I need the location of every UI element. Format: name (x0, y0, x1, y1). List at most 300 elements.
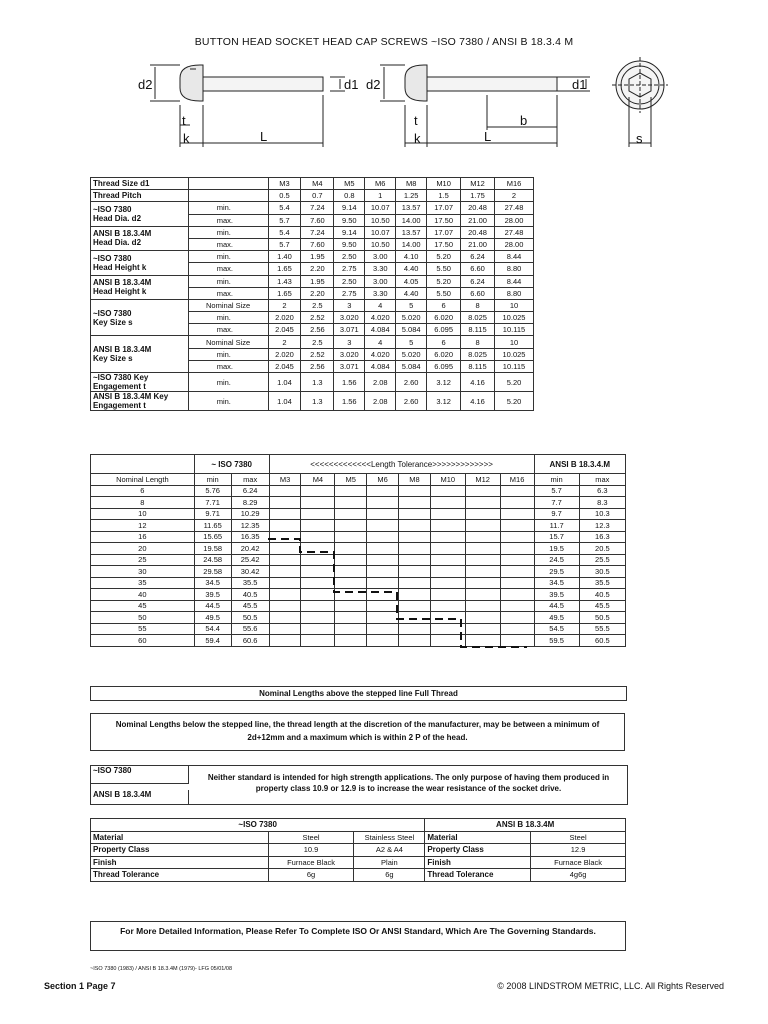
length-cell: 45 (91, 600, 195, 612)
spec-cell: 5.20 (427, 275, 461, 287)
stepped-line-note: Nominal Lengths below the stepped line, the thread length at the discretion of the manufacturer, may be between a minimum of 2d+12mm and a maximum which is within 2 P of the head. (90, 713, 625, 751)
spec-cell: 2 (268, 336, 301, 348)
spec-cell: 2.52 (301, 312, 334, 324)
materials-iso-steel: Steel (268, 831, 354, 844)
spec-cell: 0.8 (334, 190, 365, 202)
spec-cell: 7.60 (301, 214, 334, 226)
spec-sub-label: min. (188, 392, 268, 411)
length-cell: 5.7 (534, 485, 579, 497)
length-header-blank (91, 455, 195, 474)
spec-row-label-line: ANSI B 18.3.4M (93, 345, 152, 355)
spec-cell: 5.50 (427, 287, 461, 299)
spec-cell: 8.80 (495, 287, 534, 299)
spec-cell: 5.4 (268, 226, 301, 238)
spec-cell: 2.020 (268, 348, 301, 360)
length-tolerance-cell (399, 508, 431, 520)
length-tolerance-cell (430, 508, 465, 520)
spec-cell: 17.50 (427, 214, 461, 226)
materials-iso-steel: 10.9 (268, 844, 354, 857)
spec-cell: 7.24 (301, 226, 334, 238)
length-cell: 44.5 (534, 600, 579, 612)
spec-row (91, 251, 534, 263)
spec-cell: 2.5 (301, 336, 334, 348)
length-cell: 6.3 (579, 485, 625, 497)
spec-cell: 3.00 (365, 275, 396, 287)
spec-cell: 6.24 (461, 275, 495, 287)
materials-ansi-label: Property Class (425, 844, 531, 857)
page-number: Section 1 Page 7 (44, 981, 116, 991)
length-tolerance-cell (399, 589, 431, 601)
length-tolerance-cell (367, 508, 399, 520)
spec-row-label-line: ~ISO 7380 (93, 308, 132, 318)
length-tolerance-cell (367, 600, 399, 612)
length-tolerance-cell (269, 600, 301, 612)
length-cell: 19.5 (534, 543, 579, 555)
spec-cell: 0.7 (301, 190, 334, 202)
spec-header-cell: M16 (495, 178, 534, 190)
spec-cell: 17.50 (427, 238, 461, 250)
materials-table (90, 818, 626, 882)
spec-sub-label (188, 190, 268, 202)
length-tolerance-cell (430, 543, 465, 555)
length-cell: 49.5 (194, 612, 231, 624)
spec-cell: 8.025 (461, 348, 495, 360)
materials-ansi-value: Furnace Black (531, 856, 626, 869)
strength-box (90, 765, 628, 805)
spec-cell: 3.00 (365, 251, 396, 263)
length-cell: 35.5 (579, 577, 625, 589)
length-cell: 40.5 (579, 589, 625, 601)
spec-row (91, 336, 534, 348)
spec-cell: 5 (396, 336, 427, 348)
spec-sub-label: min. (188, 312, 268, 324)
materials-row (91, 844, 626, 857)
spec-cell: 1.43 (268, 275, 301, 287)
spec-cell: 5.7 (268, 214, 301, 226)
length-cell: 9.71 (194, 508, 231, 520)
length-cell: 40.5 (231, 589, 269, 601)
spec-cell: 8.025 (461, 312, 495, 324)
length-row (91, 554, 626, 566)
length-tolerance-cell (500, 485, 534, 497)
length-cell: 6.24 (231, 485, 269, 497)
length-cell: 11.65 (194, 520, 231, 532)
length-cell: 7.7 (534, 497, 579, 509)
length-tolerance-cell (335, 497, 367, 509)
spec-row (91, 275, 534, 287)
length-tolerance-cell (335, 485, 367, 497)
spec-cell: 20.48 (461, 202, 495, 214)
spec-cell: 4.084 (365, 324, 396, 336)
spec-sub-label: min. (188, 202, 268, 214)
label-d2-2: d2 (366, 77, 381, 92)
length-subheader-cell: min (194, 474, 231, 486)
spec-row-label-line: Key Size s (93, 354, 133, 364)
spec-cell: 5.084 (396, 360, 427, 372)
spec-row-label (91, 202, 189, 226)
label-d1: d1 (344, 77, 359, 92)
spec-cell: 4.084 (365, 360, 396, 372)
length-subheader-cell: max (231, 474, 269, 486)
spec-header-cell: Thread Size d1 (91, 178, 189, 190)
full-thread-note: Nominal Lengths above the stepped line Full Thread (90, 686, 627, 701)
spec-cell: 2.50 (334, 275, 365, 287)
length-tolerance-cell (335, 566, 367, 578)
length-cell: 8.3 (579, 497, 625, 509)
length-cell: 55.6 (231, 623, 269, 635)
spec-cell: 1.25 (396, 190, 427, 202)
label-t: t (182, 113, 186, 128)
materials-ansi-value: 12.9 (531, 844, 626, 857)
spec-header-cell: M10 (427, 178, 461, 190)
materials-label: Material (91, 831, 269, 844)
length-tolerance-cell (500, 600, 534, 612)
length-tolerance-cell (367, 531, 399, 543)
spec-cell: 3.071 (334, 324, 365, 336)
length-tolerance-cell (500, 635, 534, 647)
spec-cell: 0.5 (268, 190, 301, 202)
length-tolerance-cell (430, 485, 465, 497)
spec-row-label-line: Head Height k (93, 262, 147, 272)
spec-row-label (91, 299, 189, 336)
length-tolerance-cell (465, 543, 500, 555)
length-cell: 49.5 (534, 612, 579, 624)
spec-row-label (91, 392, 189, 411)
spec-cell: 8.44 (495, 251, 534, 263)
length-subheader-cell: M5 (335, 474, 367, 486)
length-tolerance-cell (301, 485, 335, 497)
spec-cell: 2.045 (268, 360, 301, 372)
spec-cell: 5.084 (396, 324, 427, 336)
length-tolerance-cell (301, 612, 335, 624)
spec-cell: 28.00 (495, 214, 534, 226)
spec-cell: 8 (461, 299, 495, 311)
length-tolerance-cell (269, 485, 301, 497)
spec-sub-label: min. (188, 251, 268, 263)
length-tolerance-cell (269, 612, 301, 624)
length-tolerance-cell (465, 600, 500, 612)
spec-cell: 1.04 (268, 373, 301, 392)
length-subheader-row (91, 474, 626, 486)
strength-text: Neither standard is intended for high strength applications. The only purpose of having them produced in property class 10.9 or 12.9 is to increase the wear resistance of the socket drive. (207, 773, 610, 793)
spec-cell: 13.57 (396, 202, 427, 214)
length-subheader-cell: M12 (465, 474, 500, 486)
length-cell: 7.71 (194, 497, 231, 509)
spec-cell: 10 (495, 336, 534, 348)
materials-iso-stainless: A2 & A4 (354, 844, 425, 857)
length-cell: 10 (91, 508, 195, 520)
length-tolerance-cell (367, 635, 399, 647)
length-tolerance-cell (399, 531, 431, 543)
spec-cell: 8.115 (461, 360, 495, 372)
spec-cell: 1.75 (461, 190, 495, 202)
spec-cell: 10.07 (365, 226, 396, 238)
spec-header-cell (188, 178, 268, 190)
length-cell: 24.58 (194, 554, 231, 566)
length-tolerance-cell (465, 485, 500, 497)
materials-header-iso: ~ISO 7380 (91, 819, 425, 832)
spec-row-label-line: ANSI B 18.3.4M (93, 278, 152, 288)
length-tolerance-cell (430, 612, 465, 624)
length-tolerance-cell (301, 635, 335, 647)
spec-row-label-line: ANSI B 18.3.4M Key (93, 392, 169, 401)
spec-cell: 27.48 (495, 226, 534, 238)
spec-cell: 28.00 (495, 238, 534, 250)
length-subheader-cell: min (534, 474, 579, 486)
length-cell: 34.5 (534, 577, 579, 589)
spec-cell: 10.50 (365, 238, 396, 250)
length-cell: 5.76 (194, 485, 231, 497)
length-subheader-cell: M10 (430, 474, 465, 486)
spec-sub-label: max. (188, 214, 268, 226)
spec-sub-label: min. (188, 275, 268, 287)
length-cell: 10.29 (231, 508, 269, 520)
spec-row-label-line: Head Dia. d2 (93, 214, 142, 224)
length-tolerance-cell (367, 612, 399, 624)
spec-header-cell: M8 (396, 178, 427, 190)
spec-cell: 2.60 (396, 373, 427, 392)
spec-cell: 7.24 (301, 202, 334, 214)
spec-cell: 1.40 (268, 251, 301, 263)
spec-cell: 1.3 (301, 392, 334, 411)
spec-cell: 2.52 (301, 348, 334, 360)
length-tolerance-cell (500, 520, 534, 532)
length-tolerance-cell (367, 554, 399, 566)
spec-cell: 2.56 (301, 324, 334, 336)
length-tolerance-cell (399, 485, 431, 497)
spec-cell: 1.65 (268, 287, 301, 299)
spec-cell: 21.00 (461, 214, 495, 226)
length-cell: 16.35 (231, 531, 269, 543)
length-cell: 55.5 (579, 623, 625, 635)
length-row (91, 485, 626, 497)
length-subheader-cell: max (579, 474, 625, 486)
spec-cell: 5.20 (427, 251, 461, 263)
length-tolerance-cell (269, 520, 301, 532)
length-tolerance-table (90, 454, 626, 647)
length-tolerance-cell (367, 589, 399, 601)
length-tolerance-cell (500, 531, 534, 543)
length-subheader-cell: M4 (301, 474, 335, 486)
spec-cell: 5.20 (495, 392, 534, 411)
length-row (91, 600, 626, 612)
spec-cell: 2.20 (301, 287, 334, 299)
spec-cell: 2.50 (334, 251, 365, 263)
spec-cell: 14.00 (396, 214, 427, 226)
spec-row (91, 226, 534, 238)
materials-iso-stainless: Stainless Steel (354, 831, 425, 844)
spec-header-cell: M12 (461, 178, 495, 190)
spec-cell: 6.095 (427, 360, 461, 372)
length-tolerance-cell (430, 531, 465, 543)
spec-cell: 10.025 (495, 348, 534, 360)
length-cell: 25.42 (231, 554, 269, 566)
length-tolerance-cell (301, 508, 335, 520)
length-tolerance-cell (301, 589, 335, 601)
length-row (91, 531, 626, 543)
length-tolerance-cell (335, 623, 367, 635)
page-title: BUTTON HEAD SOCKET HEAD CAP SCREWS ~ISO 7380 / ANSI B 18.3.4 M (194, 36, 574, 48)
length-cell: 6 (91, 485, 195, 497)
length-tolerance-cell (301, 543, 335, 555)
spec-cell: 10.07 (365, 202, 396, 214)
length-tolerance-cell (367, 543, 399, 555)
length-cell: 20.5 (579, 543, 625, 555)
length-cell: 19.58 (194, 543, 231, 555)
spec-cell: 2 (268, 299, 301, 311)
spec-row (91, 373, 534, 392)
materials-iso-steel: 6g (268, 869, 354, 882)
length-tolerance-cell (430, 589, 465, 601)
spec-cell: 5 (396, 299, 427, 311)
length-tolerance-cell (367, 566, 399, 578)
spec-cell: 6.60 (461, 263, 495, 275)
spec-sub-label: max. (188, 263, 268, 275)
length-tolerance-cell (301, 520, 335, 532)
spec-cell: 9.14 (334, 202, 365, 214)
length-tolerance-cell (465, 589, 500, 601)
spec-row-label-line: Engagement t (93, 382, 146, 391)
length-cell: 29.58 (194, 566, 231, 578)
length-tolerance-cell (269, 508, 301, 520)
length-row (91, 577, 626, 589)
length-cell: 54.4 (194, 623, 231, 635)
length-tolerance-cell (399, 635, 431, 647)
length-tolerance-cell (269, 543, 301, 555)
footer-note: ~ISO 7380 (1983) / ANSI B 18.3.4M (1979)- LFG 05/01/08 (90, 966, 233, 972)
spec-cell: 2.20 (301, 263, 334, 275)
spec-header-cell: M3 (268, 178, 301, 190)
spec-row-label-line: ~ISO 7380 (93, 205, 132, 215)
materials-ansi-value: Steel (531, 831, 626, 844)
copyright: © 2008 LINDSTROM METRIC, LLC. All Rights Reserved (497, 981, 724, 991)
spec-cell: 5.7 (268, 238, 301, 250)
spec-row-label (91, 251, 189, 275)
length-tolerance-cell (269, 577, 301, 589)
spec-cell: 6.24 (461, 251, 495, 263)
length-cell: 12.35 (231, 520, 269, 532)
length-cell: 12.3 (579, 520, 625, 532)
spec-cell: 4 (365, 336, 396, 348)
length-tolerance-cell (269, 554, 301, 566)
spec-row-label-line: Engagement t (93, 401, 146, 410)
length-cell: 50.5 (231, 612, 269, 624)
length-cell: 16 (91, 531, 195, 543)
length-tolerance-cell (269, 566, 301, 578)
spec-row (91, 190, 534, 202)
length-tolerance-cell (335, 589, 367, 601)
length-tolerance-cell (399, 566, 431, 578)
length-tolerance-cell (500, 577, 534, 589)
length-cell: 20.42 (231, 543, 269, 555)
materials-ansi-value: 4g6g (531, 869, 626, 882)
length-tolerance-cell (430, 577, 465, 589)
length-row (91, 520, 626, 532)
length-cell: 24.5 (534, 554, 579, 566)
spec-cell: 9.14 (334, 226, 365, 238)
spec-row-label-line: Head Height k (93, 287, 147, 297)
spec-cell: 5.020 (396, 312, 427, 324)
label-k-2: k (414, 131, 421, 146)
spec-sub-label: min. (188, 373, 268, 392)
length-row (91, 635, 626, 647)
spec-header-cell: M5 (334, 178, 365, 190)
spec-cell: 3.020 (334, 348, 365, 360)
length-cell: 50.5 (579, 612, 625, 624)
length-cell: 54.5 (534, 623, 579, 635)
length-tolerance-cell (430, 554, 465, 566)
length-tolerance-cell (269, 497, 301, 509)
spec-cell: 5.50 (427, 263, 461, 275)
spec-cell: 10.115 (495, 324, 534, 336)
spec-cell: 4.40 (396, 263, 427, 275)
spec-cell: 8.80 (495, 263, 534, 275)
spec-row-label (91, 336, 189, 373)
length-tolerance-cell (335, 612, 367, 624)
spec-row (91, 202, 534, 214)
length-tolerance-cell (301, 554, 335, 566)
length-tolerance-cell (465, 635, 500, 647)
length-tolerance-cell (301, 531, 335, 543)
label-L-2: L (484, 129, 492, 144)
length-cell: 39.5 (194, 589, 231, 601)
spec-cell: 2.75 (334, 287, 365, 299)
spec-cell: 1.95 (301, 251, 334, 263)
length-tolerance-cell (399, 623, 431, 635)
spec-cell: 6 (427, 299, 461, 311)
length-tolerance-cell (500, 612, 534, 624)
length-cell: 40 (91, 589, 195, 601)
length-tolerance-cell (301, 600, 335, 612)
length-cell: 16.3 (579, 531, 625, 543)
materials-header-row (91, 819, 626, 832)
spec-cell: 1.56 (334, 392, 365, 411)
length-tolerance-cell (465, 623, 500, 635)
spec-cell: 5.020 (396, 348, 427, 360)
spec-cell: 1.5 (427, 190, 461, 202)
length-cell: 8 (91, 497, 195, 509)
spec-cell: 3.12 (427, 392, 461, 411)
spec-cell: 9.50 (334, 214, 365, 226)
spec-cell: 6.020 (427, 312, 461, 324)
spec-cell: 5.20 (495, 373, 534, 392)
strength-ansi-label: ANSI B 18.3.4M (91, 790, 189, 804)
materials-label: Property Class (91, 844, 269, 857)
spec-row-label-line: Key Size s (93, 317, 133, 327)
length-cell: 29.5 (534, 566, 579, 578)
length-cell: 30.42 (231, 566, 269, 578)
materials-header-ansi: ANSI B 18.3.4M (425, 819, 626, 832)
length-tolerance-cell (269, 589, 301, 601)
materials-row (91, 869, 626, 882)
length-tolerance-cell (500, 508, 534, 520)
length-tolerance-cell (465, 531, 500, 543)
spec-row-label (91, 275, 189, 299)
spec-cell: 4.020 (365, 348, 396, 360)
spec-cell: 2.020 (268, 312, 301, 324)
strength-iso-label: ~ISO 7380 (91, 766, 189, 784)
length-tolerance-cell (301, 497, 335, 509)
spec-cell: 13.57 (396, 226, 427, 238)
length-tolerance-cell (399, 612, 431, 624)
label-L: L (260, 129, 268, 144)
spec-cell: 5.4 (268, 202, 301, 214)
length-cell: 20 (91, 543, 195, 555)
spec-row-label-line: ~ISO 7380 (93, 253, 132, 263)
spec-cell: 1.65 (268, 263, 301, 275)
spec-cell: 3.12 (427, 373, 461, 392)
spec-cell: 10.115 (495, 360, 534, 372)
